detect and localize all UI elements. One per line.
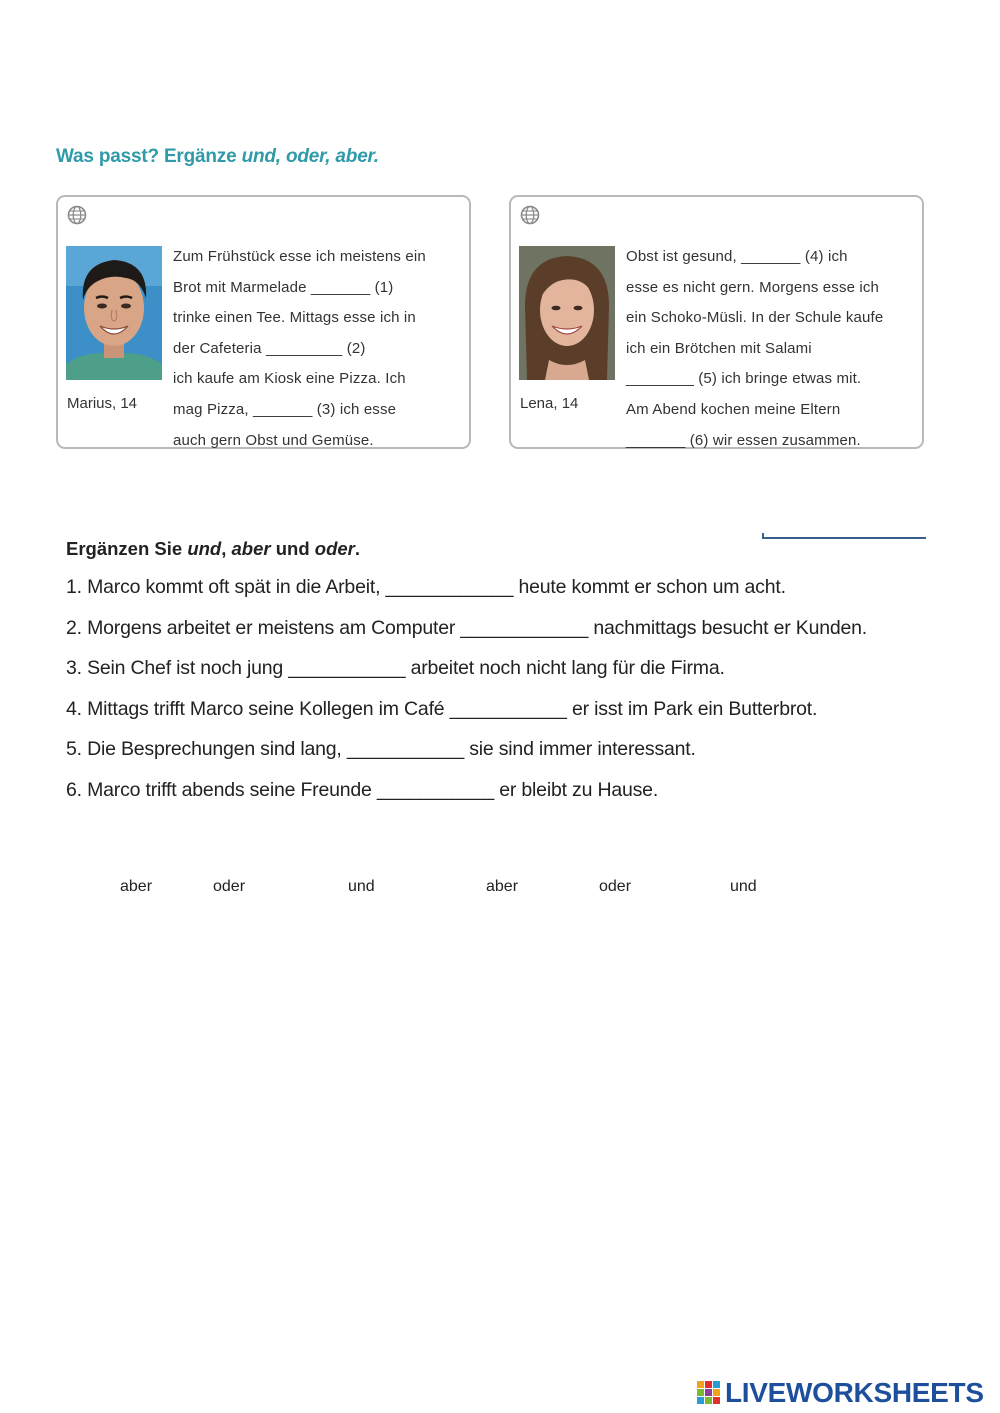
word-chip-aber[interactable]: aber <box>486 878 519 895</box>
answer-blank-4[interactable]: ___________ <box>449 697 567 720</box>
text-line: der Cafeteria _________ (2) <box>173 339 366 357</box>
exercise-sentence-3: 3. Sein Chef ist noch jung ___________ arbeitet noch nicht lang für die Firma. <box>66 657 725 679</box>
photo-marius <box>66 246 162 380</box>
text-line: Zum Frühstück esse ich meistens ein <box>173 248 426 265</box>
answer-blank-3[interactable]: ___________ <box>288 657 406 679</box>
answer-blank-1[interactable]: ____________ <box>385 576 514 598</box>
text-line: mag Pizza, _______ (3) ich esse <box>173 400 397 418</box>
liveworksheets-logo <box>697 1377 984 1409</box>
text-line: ________ (5) ich bringe etwas mit. <box>626 370 862 388</box>
word-chip-oder[interactable]: oder <box>599 878 632 895</box>
decorative-line <box>762 537 926 539</box>
text-line: esse es nicht gern. Morgens esse ich <box>626 278 880 296</box>
word-chip-und[interactable]: und <box>348 878 375 895</box>
word-chip-oder[interactable]: oder <box>213 878 246 895</box>
word-chip-und[interactable]: und <box>730 878 757 895</box>
profile-card-lena <box>509 195 924 449</box>
exercise-sentence-2: 2. Morgens arbeitet er meistens am Computer ____________ nachmittags besucht er Kunden. <box>66 616 868 639</box>
text-line: ich kaufe am Kiosk eine Pizza. Ich <box>173 370 406 388</box>
text-line: ein Schoko-Müsli. In der Schule kaufe <box>626 309 884 327</box>
logo-blocks-icon <box>697 1381 723 1405</box>
globe-icon <box>67 205 87 225</box>
answer-blank-6[interactable]: ___________ <box>376 778 495 801</box>
globe-icon <box>520 205 540 225</box>
answer-blank-2[interactable]: ____________ <box>460 616 589 639</box>
text-line: ich ein Brötchen mit Salami <box>626 339 812 357</box>
exercise2-list <box>66 576 946 819</box>
profile-card-marius <box>56 195 471 449</box>
exercise-sentence-6: 6. Marco trifft abends seine Freunde ___________ er bleibt zu Hause. <box>66 778 659 801</box>
card-text-marius <box>173 242 468 456</box>
text-line: trinke einen Tee. Mittags esse ich in <box>173 309 416 327</box>
text-line: Am Abend kochen meine Eltern <box>626 400 841 418</box>
card-text-lena <box>626 242 921 456</box>
photo-lena <box>519 246 615 380</box>
exercise1-title: Was passt? Ergänze und, oder, aber. <box>56 146 379 167</box>
logo-text: LIVEWORKSHEETS <box>725 1377 984 1408</box>
text-line: _______ (6) wir essen zusammen. <box>626 431 861 449</box>
exercise-sentence-4: 4. Mittags trifft Marco seine Kollegen im Café ___________ er isst im Park ein Butterbrot. <box>66 697 818 720</box>
word-chip-aber[interactable]: aber <box>120 878 153 895</box>
text-line: Obst ist gesund, _______ (4) ich <box>626 248 848 265</box>
exercise-sentence-1: 1. Marco kommt oft spät in die Arbeit, ____________ heute kommt er schon um acht. <box>66 576 786 598</box>
caption-lena: Lena, 14 <box>520 395 579 412</box>
caption-marius: Marius, 14 <box>67 395 138 412</box>
text-line: Brot mit Marmelade _______ (1) <box>173 278 394 296</box>
exercise2-title: Ergänzen Sie und, aber und oder. <box>66 538 361 559</box>
text-line: auch gern Obst und Gemüse. <box>173 431 374 449</box>
exercise-sentence-5: 5. Die Besprechungen sind lang, ___________ sie sind immer interessant. <box>66 738 696 760</box>
answer-blank-5[interactable]: ___________ <box>346 738 464 760</box>
